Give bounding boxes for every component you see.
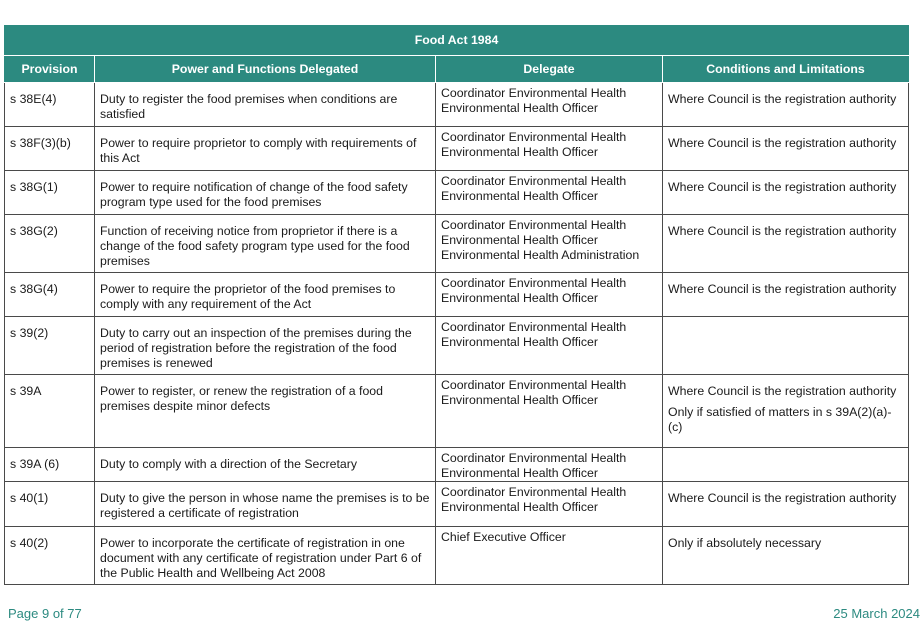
page-number: Page 9 of 77 [8,606,82,621]
delegate-cell [436,375,663,448]
delegate-cell [436,127,663,171]
table-row [5,83,909,127]
delegate-cell [436,448,663,482]
delegate-entry: Environmental Health Officer [441,233,598,247]
provision-cell: s 38F(3)(b) [5,127,95,171]
condition-entry: Only if absolutely necessary [668,536,822,550]
delegate-entry: Coordinator Environmental Health [441,451,627,465]
condition-entry: Where Council is the registration authority [668,491,897,505]
header-delegate: Delegate [436,56,663,83]
delegate-entry: Environmental Health Officer [441,145,598,159]
table-header-row [5,56,909,83]
table-row [5,482,909,527]
provision-cell: s 38G(1) [5,171,95,215]
delegate-entry: Environmental Health Administration [441,248,640,262]
delegate-entry: Coordinator Environmental Health [441,320,627,334]
header-provision: Provision [5,56,95,83]
delegation-table [4,25,909,585]
provision-cell: s 38G(2) [5,215,95,273]
power-cell: Duty to comply with a direction of the Secretary [95,448,436,482]
table-body [5,83,909,585]
delegate-entry: Coordinator Environmental Health [441,276,627,290]
delegate-entry: Environmental Health Officer [441,189,598,203]
condition-entry: Where Council is the registration authority [668,180,897,194]
power-cell: Power to register, or renew the registration of a food premises despite minor defects [95,375,436,448]
delegate-cell [436,527,663,585]
delegate-entry: Chief Executive Officer [441,530,566,544]
condition-entry: Where Council is the registration authority [668,384,897,398]
table-row [5,375,909,448]
delegate-entry: Coordinator Environmental Health [441,378,627,392]
delegate-entry: Coordinator Environmental Health [441,174,627,188]
delegate-entry: Environmental Health Officer [441,335,598,349]
delegate-cell [436,215,663,273]
delegate-cell [436,482,663,527]
table-row [5,171,909,215]
condition-entry: Where Council is the registration authority [668,224,897,238]
power-cell: Power to require proprietor to comply with requirements of this Act [95,127,436,171]
power-cell: Function of receiving notice from proprietor if there is a change of the food safety program type used for the food premises [95,215,436,273]
condition-entry: Where Council is the registration authority [668,282,897,296]
table-row [5,448,909,482]
table-row [5,317,909,375]
provision-cell: s 38G(4) [5,273,95,317]
table-title-row [5,26,909,56]
condition-entry: Only if satisfied of matters in s 39A(2)(a)-(c) [668,405,892,434]
conditions-cell [663,83,909,127]
conditions-cell [663,127,909,171]
delegate-entry: Coordinator Environmental Health [441,86,627,100]
header-power: Power and Functions Delegated [95,56,436,83]
conditions-cell [663,375,909,448]
delegate-cell [436,171,663,215]
condition-entry: Where Council is the registration authority [668,136,897,150]
delegate-entry: Environmental Health Officer [441,393,598,407]
delegate-entry: Coordinator Environmental Health [441,130,627,144]
conditions-cell [663,527,909,585]
provision-cell: s 39(2) [5,317,95,375]
delegate-cell [436,83,663,127]
delegate-entry: Environmental Health Officer [441,101,598,115]
table-row [5,127,909,171]
delegate-entry: Coordinator Environmental Health [441,218,627,232]
conditions-cell [663,171,909,215]
delegate-entry: Coordinator Environmental Health [441,485,627,499]
provision-cell: s 40(2) [5,527,95,585]
provision-cell: s 39A [5,375,95,448]
delegate-cell [436,317,663,375]
header-conditions: Conditions and Limitations [663,56,909,83]
document-date: 25 March 2024 [833,606,920,621]
table-row [5,527,909,585]
power-cell: Duty to give the person in whose name the premises is to be registered a certificate of registration [95,482,436,527]
provision-cell: s 38E(4) [5,83,95,127]
conditions-cell [663,482,909,527]
delegate-cell [436,273,663,317]
conditions-cell [663,215,909,273]
delegate-entry: Environmental Health Officer [441,466,598,480]
power-cell: Power to require notification of change of the food safety program type used for the food premises [95,171,436,215]
conditions-cell [663,448,909,482]
table-title: Food Act 1984 [5,26,909,56]
conditions-cell [663,273,909,317]
table-row [5,273,909,317]
delegate-entry: Environmental Health Officer [441,500,598,514]
provision-cell: s 39A (6) [5,448,95,482]
power-cell: Power to require the proprietor of the food premises to comply with any requirement of the Act [95,273,436,317]
power-cell: Duty to register the food premises when conditions are satisfied [95,83,436,127]
condition-entry: Where Council is the registration authority [668,92,897,106]
provision-cell: s 40(1) [5,482,95,527]
conditions-cell [663,317,909,375]
power-cell: Power to incorporate the certificate of registration in one document with any certificate of registration under Part 6 of the Public Health and Wellbeing Act 2008 [95,527,436,585]
power-cell: Duty to carry out an inspection of the premises during the period of registration before the registration of the food premises is renewed [95,317,436,375]
table-row [5,215,909,273]
delegate-entry: Environmental Health Officer [441,291,598,305]
